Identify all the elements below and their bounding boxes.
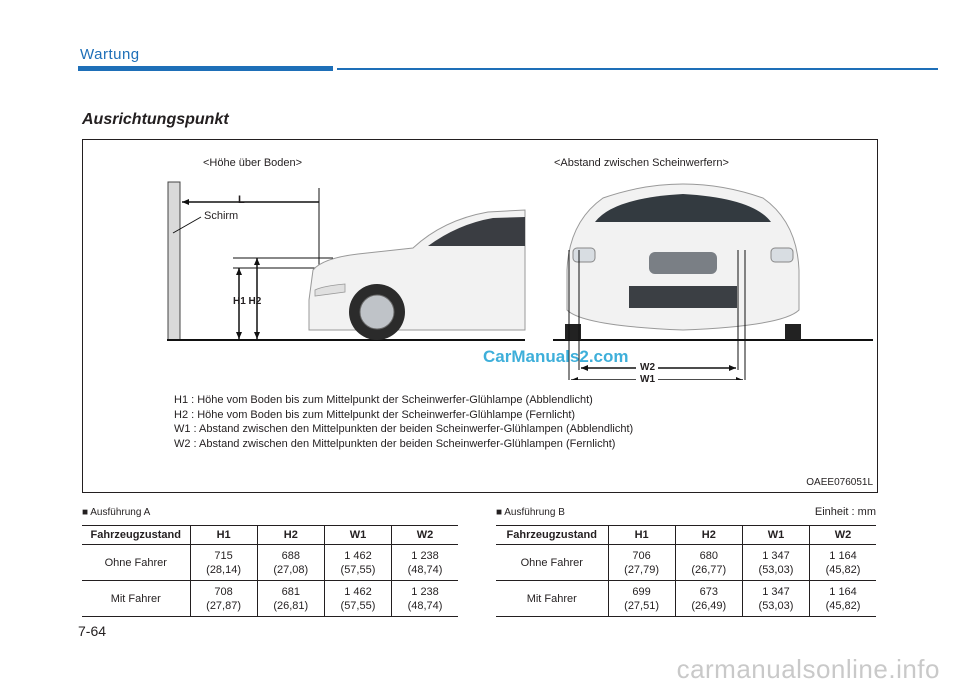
row-label: Ohne Fahrer bbox=[496, 545, 608, 581]
col-header: W2 bbox=[810, 526, 876, 545]
table-header-row bbox=[82, 526, 458, 545]
spec-table-a bbox=[82, 525, 458, 617]
page-number: 7-64 bbox=[78, 623, 107, 639]
section-title: Wartung bbox=[80, 46, 140, 63]
unit-label: Einheit : mm bbox=[814, 506, 876, 518]
legend-w2: W2 : Abstand zwischen den Mittelpunkten der beiden Scheinwerfer-Glühlampen (Fernlicht) bbox=[174, 437, 616, 450]
label-l: L bbox=[238, 194, 245, 206]
table-cell: 1 462 (57,55) bbox=[324, 545, 391, 581]
col-header: W2 bbox=[392, 526, 458, 545]
col-header: Fahrzeugzustand bbox=[82, 526, 190, 545]
table-row bbox=[82, 545, 458, 581]
table-row bbox=[496, 581, 876, 617]
table-cell: 706 (27,79) bbox=[608, 545, 675, 581]
table-cell: 699 (27,51) bbox=[608, 581, 675, 617]
table-cell: 1 238 (48,74) bbox=[392, 581, 458, 617]
alignment-figure bbox=[82, 139, 878, 493]
table-cell: 1 238 (48,74) bbox=[392, 545, 458, 581]
legend-h2: H2 : Höhe vom Boden bis zum Mittelpunkt der Scheinwerfer-Glühlampe (Fernlicht) bbox=[174, 408, 576, 421]
header-rule-thin bbox=[337, 68, 938, 70]
legend-w1: W1 : Abstand zwischen den Mittelpunkten der beiden Scheinwerfer-Glühlampen (Abblendlicht) bbox=[174, 423, 634, 435]
page-subtitle: Ausrichtungspunkt bbox=[82, 111, 229, 128]
spec-table-b bbox=[496, 525, 876, 617]
col-header: H1 bbox=[190, 526, 257, 545]
table-cell: 1 164 (45,82) bbox=[810, 581, 876, 617]
figure-code: OAEE076051L bbox=[806, 477, 873, 488]
row-label: Mit Fahrer bbox=[496, 581, 608, 617]
label-w2: W2 bbox=[640, 362, 655, 373]
table-cell: 1 347 (53,03) bbox=[742, 581, 809, 617]
legend bbox=[174, 393, 633, 451]
table-cell: 681 (26,81) bbox=[257, 581, 324, 617]
table-cell: 1 164 (45,82) bbox=[810, 545, 876, 581]
label-schirm: Schirm bbox=[204, 210, 239, 222]
table-cell: 673 (26,49) bbox=[675, 581, 742, 617]
col-header: H2 bbox=[257, 526, 324, 545]
alignment-diagram bbox=[83, 140, 879, 380]
header-rule-thick bbox=[78, 66, 333, 71]
table-cell: 680 (26,77) bbox=[675, 545, 742, 581]
col-header: H2 bbox=[675, 526, 742, 545]
variant-a-label: ■ Ausführung A bbox=[82, 507, 151, 518]
col-header: W1 bbox=[742, 526, 809, 545]
row-label: Mit Fahrer bbox=[82, 581, 190, 617]
table-cell: 688 (27,08) bbox=[257, 545, 324, 581]
col-header: W1 bbox=[324, 526, 391, 545]
left-caption: <Höhe über Boden> bbox=[203, 157, 303, 169]
car-front-lower-grille bbox=[629, 286, 737, 308]
label-w1: W1 bbox=[640, 374, 655, 385]
row-label: Ohne Fahrer bbox=[82, 545, 190, 581]
variant-b-label: ■ Ausführung B bbox=[496, 507, 565, 518]
col-header: Fahrzeugzustand bbox=[496, 526, 608, 545]
label-h1-h2: H1 H2 bbox=[233, 296, 262, 307]
car-front-grille bbox=[649, 252, 717, 274]
footer-watermark: carmanualsonline.info bbox=[676, 654, 940, 684]
table-row bbox=[82, 581, 458, 617]
table-cell: 1 347 (53,03) bbox=[742, 545, 809, 581]
screen-wall bbox=[168, 182, 180, 340]
watermark: CarManuals2.com bbox=[483, 347, 629, 366]
table-cell: 715 (28,14) bbox=[190, 545, 257, 581]
col-header: H1 bbox=[608, 526, 675, 545]
legend-h1: H1 : Höhe vom Boden bis zum Mittelpunkt der Scheinwerfer-Glühlampe (Abblendlicht) bbox=[174, 394, 593, 406]
right-caption: <Abstand zwischen Scheinwerfern> bbox=[554, 157, 729, 169]
table-row bbox=[496, 545, 876, 581]
arrow-head bbox=[182, 199, 189, 205]
table-cell: 1 462 (57,55) bbox=[324, 581, 391, 617]
table-header-row bbox=[496, 526, 876, 545]
table-cell: 708 (27,87) bbox=[190, 581, 257, 617]
